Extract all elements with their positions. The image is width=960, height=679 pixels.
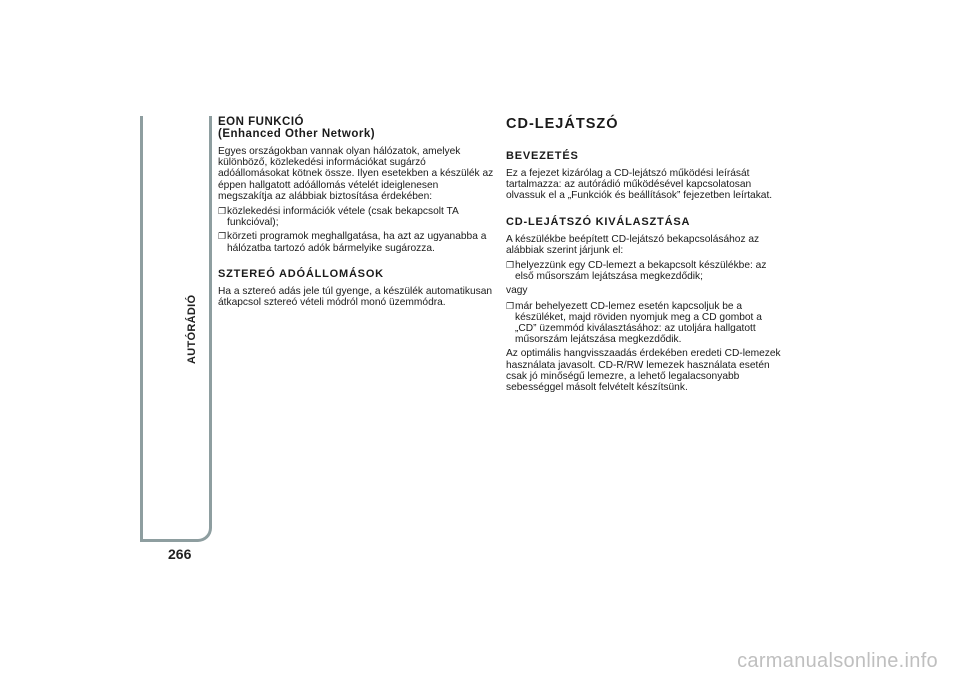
right-column [506, 116, 786, 397]
or-text: vagy [506, 285, 528, 297]
stereo-title: SZTEREÓ ADÓÁLLOMÁSOK [218, 267, 384, 280]
list-item [506, 260, 786, 282]
eon-bullet-2: körzeti programok meghallgatása, ha azt az ugyanabba a hálózatba tartozó adók bármelyike sugározza. [227, 231, 487, 254]
page-number: 266 [168, 546, 192, 562]
list-item [506, 301, 786, 346]
stereo-paragraph: Ha a sztereó adás jele túl gyenge, a készülék automatikusan átkapcsol sztereó vételi módról monó üzemmódra. [218, 285, 493, 309]
list-item [218, 206, 494, 228]
checkbox-bullet-icon: ❐ [218, 231, 227, 242]
intro-paragraph: Ez a fejezet kizárólag a CD-lejátszó működési leírását tartalmazza: az autórádió működésével kapcsolatosan olvassuk el a „Funkciók és beállítások” fejezetben leírtakat. [506, 168, 773, 202]
select-title: CD-LEJÁTSZÓ KIVÁLASZTÁSA [506, 215, 691, 228]
section-label: AUTÓRÁDIÓ [186, 294, 198, 364]
final-paragraph: Az optimális hangvisszaadás érdekében eredeti CD-lemezek használata javasolt. CD-R/RW lemezek használata esetén csak jó minőségű lemezre, a lehető legalacsonyabb sebességgel másolt felvételt készítsünk. [506, 348, 781, 394]
select-paragraph: A készülékbe beépített CD-lejátszó bekapcsolásához az alábbiak szerint járjunk el: [506, 233, 760, 256]
select-bullet-1: helyezzünk egy CD-lemezt a bekapcsolt készülékbe: az első műsorszám lejátszása megkezdődik; [515, 260, 767, 283]
cd-title: CD-LEJÁTSZÓ [506, 116, 619, 132]
checkbox-bullet-icon: ❐ [506, 260, 515, 271]
select-bullet-2: már behelyezett CD-lemez esetén kapcsoljuk be a készüléket, majd röviden nyomjuk meg a CD gombot a „CD” üzemmód kiválasztásához: az utoljára hallgatott műsorszám lejátszása megkezdődik. [515, 300, 762, 346]
eon-title: EON FUNKCIÓ [218, 116, 304, 128]
checkbox-bullet-icon: ❐ [506, 300, 515, 311]
checkbox-bullet-icon: ❐ [218, 206, 227, 217]
eon-bullet-1: közlekedési információk vétele (csak bekapcsolt TA funkcióval); [227, 206, 459, 229]
left-column [218, 116, 494, 312]
intro-title: BEVEZETÉS [506, 150, 579, 162]
eon-subtitle: (Enhanced Other Network) [218, 128, 376, 140]
watermark: carmanualsonline.info [737, 650, 938, 672]
eon-paragraph: Egyes országokban vannak olyan hálózatok, amelyek különböző, közlekedési információkat sugárzó adóállomásokat kötnek össze. Ilyen esetekben a készülék az éppen hallgatott adóállomás vételét ideiglenesen megszakítja az alábbiak biztosítása érdekében: [218, 146, 494, 202]
list-item [218, 231, 494, 253]
page-margin-frame [140, 116, 212, 542]
